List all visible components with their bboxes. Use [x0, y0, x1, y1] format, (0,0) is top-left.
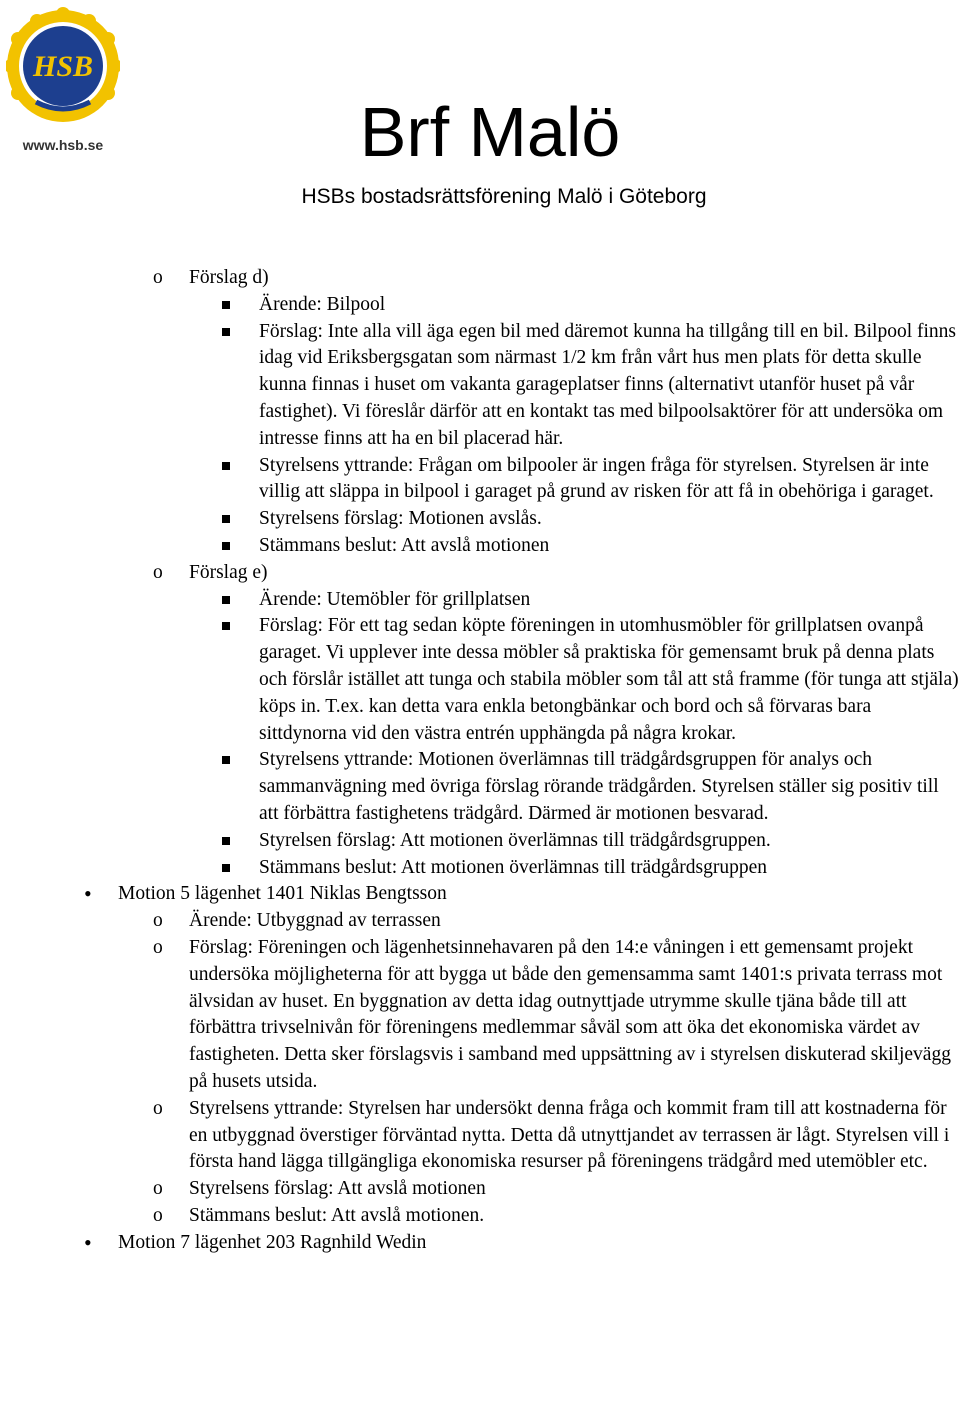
square-bullet-icon	[222, 756, 230, 764]
list-item-text: Motion 5 lägenhet 1401 Niklas Bengtsson	[118, 883, 447, 905]
list-item	[0, 506, 959, 533]
list-item-text: Styrelsens yttrande: Styrelsen har undersökt denna fråga och kommit fram till att kostnaderna för en utbyggnad överstiger förväntad nytta. Detta då utnyttjandet av terrassen är lågt. Styrelsen vill i första hand lägga tillgängliga ekonomiska resurser på föreningens trädgård med utemöbler etc.	[189, 1097, 950, 1173]
list-item	[0, 1176, 959, 1203]
bullet-icon: •	[84, 881, 92, 907]
list-item	[0, 533, 959, 560]
circle-bullet-icon: o	[153, 910, 163, 932]
list-item-text: Förslag d)	[189, 267, 269, 288]
list-item	[0, 908, 959, 935]
square-bullet-icon	[222, 596, 230, 604]
list-item	[0, 265, 959, 292]
list-item-text: Styrelsens yttrande: Motionen överlämnas till trädgårdsgruppen för analys och sammanvägning med övriga förslag rörande trädgården. Styrelsen ställer sig positiv till att förbättra fastighetens trädgård. Därmed är motionen besvarad.	[259, 749, 939, 824]
list-item	[0, 560, 959, 587]
logo-text: HSB	[32, 50, 94, 83]
list-item	[0, 587, 959, 614]
list-item-text: Förslag: Föreningen och lägenhetsinnehavaren på den 14:e våningen i ett gemensamt projekt undersöka möjligheterna för att bygga ut både den gemensamma samt 1401:s privata terrass mot älvsidan av huset. En byggnation av detta idag outnyttjade utrymme skulle tjäna både till att förbättra trivselnivån för föreningens medlemmar såväl som att öka det ekonomiska värdet av fastigheten. Detta sker förslagsvis i samband med uppsättning av i styrelsen diskuterad skiljevägg på husets utsida.	[189, 936, 951, 1092]
circle-bullet-icon: o	[153, 267, 163, 288]
list-item-text: Ärende: Utemöbler för grillplatsen	[259, 588, 531, 610]
square-bullet-icon	[222, 301, 230, 309]
list-item-text: Styrelsen förslag: Att motionen överlämnas till trädgårdsgruppen.	[259, 829, 771, 851]
bullet-icon: •	[84, 1229, 92, 1255]
square-bullet-icon	[222, 515, 230, 523]
square-bullet-icon	[222, 622, 230, 630]
circle-bullet-icon: o	[153, 936, 163, 958]
circle-bullet-icon: o	[153, 1178, 163, 1200]
square-bullet-icon	[222, 328, 230, 336]
list-item	[0, 1230, 948, 1257]
list-item-text: Förslag: Inte alla vill äga egen bil med däremot kunna ha tillgång till en bil. Bilpool finns idag vid Eriksbergsgatan som närmast 1/2 km från vårt hus men plats för detta skulle kunna finnas i huset om vakanta garageplatser finns (alternativt utanför huset på vår fastighet). Vi föreslår därför att en kontakt tas med bilpoolsaktörer för att undersöka om intresse finns att ha en bil placerad här.	[259, 320, 956, 449]
list-item-text: Styrelsens förslag: Att avslå motionen	[189, 1178, 486, 1200]
list-item-text: Styrelsens förslag: Motionen avslås.	[259, 508, 542, 530]
page-subtitle: HSBs bostadsrättsförening Malö i Göteborg	[301, 185, 707, 208]
square-bullet-icon	[222, 542, 230, 550]
circle-bullet-icon: o	[153, 1097, 163, 1119]
list-item	[0, 453, 959, 507]
list-item	[0, 828, 959, 855]
list-item	[0, 1203, 959, 1230]
list-item-text: Ärende: Bilpool	[259, 293, 386, 315]
list-item	[0, 855, 959, 882]
list-item-text: Förslag: För ett tag sedan köpte föreningen in utomhusmöbler för grillplatsen ovanpå garaget. Vi upplever inte dessa möbler så praktiska för gemensamt bruk på denna plats och förslår istället att tunga och stabila möbler som tål att stå framme (för tunga att stjäla) köps in. T.ex. kan detta vara enkla betongbänkar och bord och så förvaras bara sittdynorna vid den västra entrén upphängda på några krokar.	[259, 615, 959, 744]
square-bullet-icon	[222, 462, 230, 470]
list-item	[0, 613, 959, 747]
list-item-text: Ärende: Utbyggnad av terrassen	[189, 910, 441, 932]
list-item-text: Motion 7 lägenhet 203 Ragnhild Wedin	[118, 1231, 427, 1253]
page-title: Brf Malö	[359, 93, 621, 171]
list-item	[0, 1096, 959, 1176]
list-item	[0, 747, 959, 827]
document-body	[0, 265, 960, 1256]
list-item-text: Stämmans beslut: Att motionen överlämnas till trädgårdsgruppen	[259, 856, 767, 878]
list-item-text: Förslag e)	[189, 561, 268, 583]
list-item	[0, 881, 948, 908]
circle-bullet-icon: o	[153, 561, 163, 583]
list-item-text: Stämmans beslut: Att avslå motionen.	[189, 1204, 485, 1226]
square-bullet-icon	[222, 864, 230, 872]
square-bullet-icon	[222, 837, 230, 845]
list-item	[0, 319, 959, 453]
logo-url: www.hsb.se	[22, 137, 104, 153]
list-item	[0, 935, 959, 1096]
circle-bullet-icon: o	[153, 1204, 163, 1226]
list-item-text: Styrelsens yttrande: Frågan om bilpooler är ingen fråga för styrelsen. Styrelsen är inte villig att släppa in bilpool i garaget på grund av risken för att få in obehöriga i garaget.	[259, 454, 934, 503]
list-item-text: Stämmans beslut: Att avslå motionen	[259, 534, 550, 556]
list-item	[0, 292, 959, 319]
